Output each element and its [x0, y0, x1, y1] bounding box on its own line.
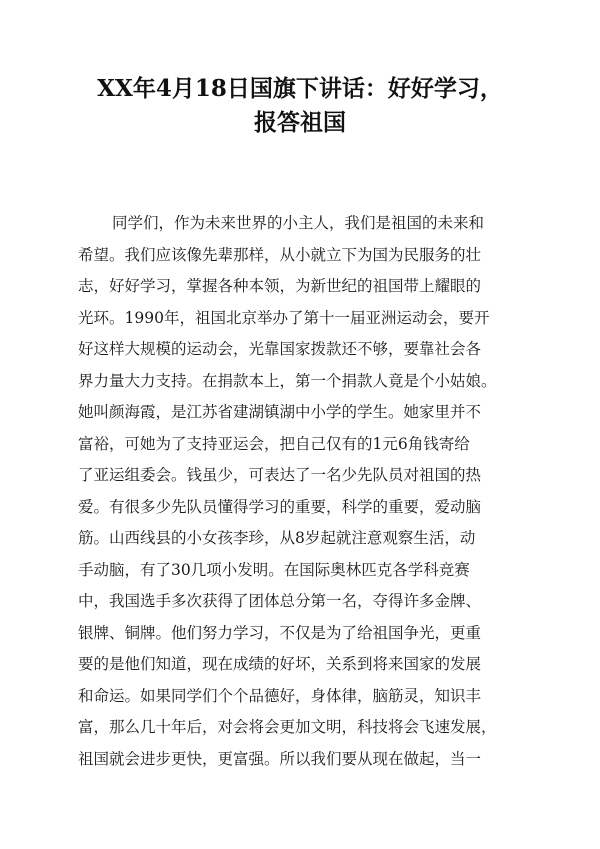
body-paragraph: [78, 208, 528, 775]
body-line: 了亚运组委会。钱虽少，可表达了一名少先队员对祖国的热: [78, 466, 482, 484]
body-line: 志，好好学习，掌握各种本领，为新世纪的祖国带上耀眼的: [78, 277, 482, 295]
body-line: 祖国就会进步更快，更富强。所以我们要从现在做起，当一: [78, 749, 482, 768]
body-line: 要的是他们知道，现在成绩的好坏，关系到将来国家的发展: [78, 655, 482, 673]
title-line-1: XX年4月18日国旗下讲话：好好学习，: [97, 75, 503, 102]
body-line: 手动脑，有了30几项小发明。在国际奥林匹克各学科竞赛: [78, 560, 470, 579]
body-line: 富裕，可她为了支持亚运会，把自己仅有的1元6角钱寄给: [78, 434, 470, 453]
title-line-2: 报答祖国: [254, 109, 346, 136]
body-line: 光环。1990年，祖国北京举办了第十一届亚洲运动会，要开: [78, 308, 490, 327]
body-line: 她叫颜海霞，是江苏省建湖镇湖中小学的学生。她家里并不: [78, 403, 482, 421]
body-line: 界力量大力支持。在捐款本上，第一个捐款人竟是个小姑娘。: [78, 371, 497, 390]
body-line: 中，我国选手多次获得了团体总分第一名，夺得许多金牌、: [78, 592, 482, 610]
body-line: 筋。山西线县的小女孩李珍，从8岁起就注意观察生活，动: [78, 529, 476, 547]
body-line: 爱。有很多少先队员懂得学习的重要，科学的重要，爱动脑: [78, 497, 482, 516]
body-line: 好这样大规模的运动会，光靠国家拨款还不够，要靠社会各: [78, 340, 482, 358]
body-line: 同学们，作为未来世界的小主人，我们是祖国的未来和: [112, 214, 485, 232]
body-line: 富，那么几十年后，对会将会更加文明，科技将会飞速发展，: [78, 718, 497, 736]
body-line: 和命运。如果同学们个个品德好，身体律，脑筋灵，知识丰: [78, 686, 482, 705]
document-title: [60, 72, 540, 140]
body-line: 银牌、铜牌。他们努力学习，不仅是为了给祖国争光，更重: [78, 623, 482, 642]
body-line: 希望。我们应该像先辈那样，从小就立下为国为民服务的壮: [78, 245, 482, 264]
